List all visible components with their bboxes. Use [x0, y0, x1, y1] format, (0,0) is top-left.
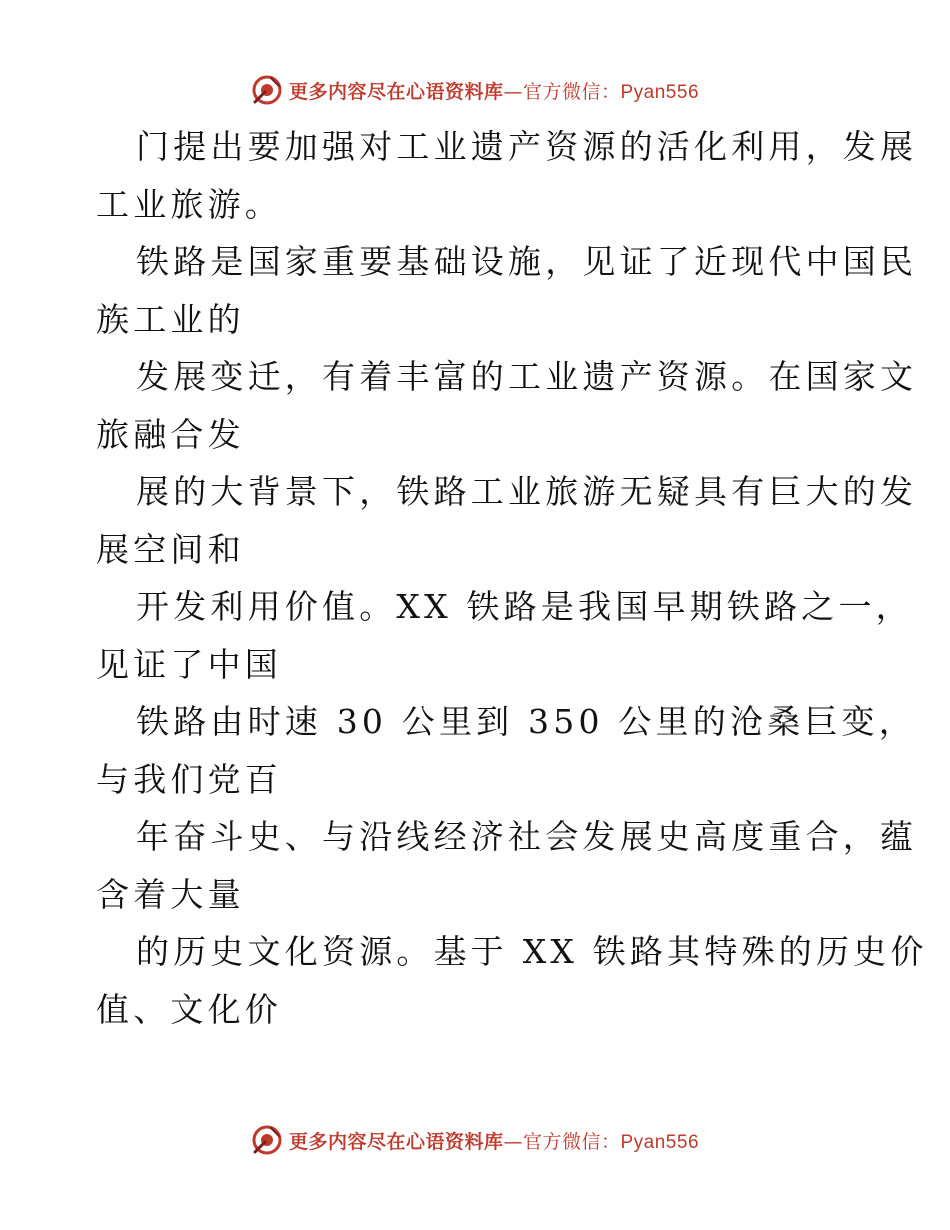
text-line: 值、文化价	[96, 989, 282, 1029]
text-line: 工业旅游。	[96, 184, 282, 224]
document-body	[96, 118, 928, 1038]
text-line: 旅融合发	[96, 414, 245, 454]
seal-logo-icon	[251, 74, 283, 106]
watermark-wechat-label: 官方微信：	[522, 1130, 621, 1153]
watermark-title: 更多内容尽在心语资料库	[288, 80, 504, 103]
text-line: 发展变迁，有着丰富的工业遗产资源。在国家文	[136, 357, 918, 396]
text-line: 开发利用价值。XX 铁路是我国早期铁路之一，	[136, 587, 913, 626]
text-line: 年奋斗史、与沿线经济社会发展史高度重合，蕴	[136, 817, 918, 856]
text-line: 展空间和	[96, 529, 245, 569]
header-watermark	[0, 70, 950, 110]
watermark-dash: —	[503, 1130, 523, 1153]
watermark-wechat-label: 官方微信：	[522, 80, 621, 103]
text-line: 铁路是国家重要基础设施，见证了近现代中国民	[136, 242, 918, 281]
text-line: 见证了中国	[96, 644, 282, 684]
text-line: 与我们党百	[96, 759, 282, 799]
footer-watermark	[0, 1120, 950, 1160]
seal-logo-icon	[251, 1124, 283, 1156]
text-line: 含着大量	[96, 874, 245, 914]
text-line: 门提出要加强对工业遗产资源的活化利用，发展	[136, 127, 918, 166]
watermark-text	[289, 77, 699, 104]
text-line: 的历史文化资源。基于 XX 铁路其特殊的历史价	[136, 932, 928, 971]
watermark-wechat-id: Pyan556	[620, 1131, 700, 1153]
text-line: 族工业的	[96, 299, 245, 339]
text-line: 铁路由时速 30 公里到 350 公里的沧桑巨变，	[136, 702, 916, 741]
watermark-text	[289, 1127, 699, 1154]
watermark-title: 更多内容尽在心语资料库	[288, 1130, 504, 1153]
text-line: 展的大背景下，铁路工业旅游无疑具有巨大的发	[136, 472, 918, 511]
watermark-dash: —	[503, 80, 523, 103]
watermark-wechat-id: Pyan556	[620, 81, 700, 103]
